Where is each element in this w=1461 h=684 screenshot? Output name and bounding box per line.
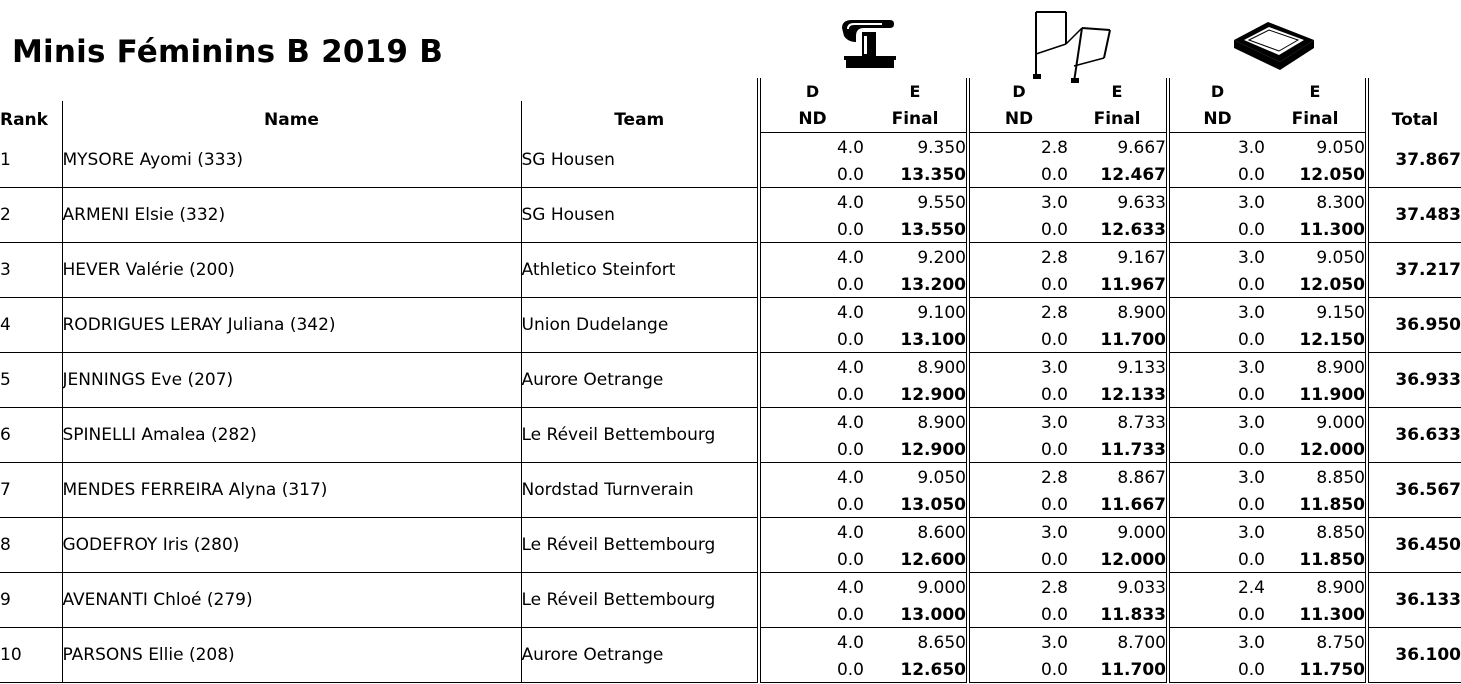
floor-nd-score: 0.0 <box>1168 325 1265 353</box>
bars-nd-score: 0.0 <box>968 215 1068 243</box>
rank-cell: 5 <box>0 353 62 408</box>
vault-nd-score: 0.0 <box>759 215 864 243</box>
bars-final-score: 12.467 <box>1068 160 1168 188</box>
vault-nd-score: 0.0 <box>759 490 864 518</box>
name-header: Name <box>62 101 521 133</box>
vault-d-score: 4.0 <box>759 243 864 271</box>
total-score: 36.133 <box>1367 573 1461 628</box>
floor-d-score: 3.0 <box>1168 133 1265 161</box>
rank-cell: 4 <box>0 298 62 353</box>
floor-nd-score: 0.0 <box>1168 215 1265 243</box>
rank-header: Rank <box>0 109 48 130</box>
floor-final-score: 11.750 <box>1265 655 1367 683</box>
bars-final-score: 11.733 <box>1068 435 1168 463</box>
table-row <box>0 573 1461 601</box>
total-score: 37.483 <box>1367 188 1461 243</box>
floor-e-score: 9.150 <box>1265 298 1367 326</box>
team-name: Le Réveil Bettembourg <box>521 573 759 628</box>
table-row <box>0 188 1461 216</box>
vault-e-score: 9.350 <box>864 133 968 161</box>
team-name: SG Housen <box>521 133 759 188</box>
bars-final-score: 11.700 <box>1068 325 1168 353</box>
floor-final-score: 11.850 <box>1265 545 1367 573</box>
gymnast-name: MENDES FERREIRA Alyna (317) <box>62 463 521 518</box>
bars-e-score: 9.667 <box>1068 133 1168 161</box>
bars-e-score: 8.733 <box>1068 408 1168 436</box>
vault-nd-score: 0.0 <box>759 270 864 298</box>
vault-final-header: Final <box>891 109 939 129</box>
vault-final-score: 13.050 <box>864 490 968 518</box>
floor-nd-score: 0.0 <box>1168 655 1265 683</box>
rank-cell: 10 <box>0 628 62 683</box>
bars-d-score: 3.0 <box>968 353 1068 381</box>
rank-cell: 9 <box>0 573 62 628</box>
vault-final-score: 12.600 <box>864 545 968 573</box>
gymnast-name: JENNINGS Eve (207) <box>62 353 521 408</box>
vault-final-score: 13.350 <box>864 160 968 188</box>
vault-final-score: 13.200 <box>864 270 968 298</box>
vault-final-score: 13.100 <box>864 325 968 353</box>
vault-final-score: 13.550 <box>864 215 968 243</box>
bars-d-score: 3.0 <box>968 518 1068 546</box>
bars-final-score: 12.000 <box>1068 545 1168 573</box>
bars-nd-score: 0.0 <box>968 600 1068 628</box>
floor-nd-score: 0.0 <box>1168 270 1265 298</box>
table-row <box>0 463 1461 491</box>
bars-final-header: Final <box>1093 109 1141 129</box>
bars-nd-score: 0.0 <box>968 270 1068 298</box>
bars-d-score: 2.8 <box>968 573 1068 601</box>
floor-d-score: 3.0 <box>1168 298 1265 326</box>
vault-e-score: 9.200 <box>864 243 968 271</box>
vault-nd-header: ND <box>759 101 864 133</box>
floor-final-score: 12.050 <box>1265 270 1367 298</box>
floor-d-score: 2.4 <box>1168 573 1265 601</box>
floor-e-score: 9.050 <box>1265 133 1367 161</box>
vault-nd-score: 0.0 <box>759 325 864 353</box>
gymnast-name: HEVER Valérie (200) <box>62 243 521 298</box>
vault-nd-score: 0.0 <box>759 545 864 573</box>
vault-e-score: 8.900 <box>864 353 968 381</box>
vault-e-score: 8.900 <box>864 408 968 436</box>
rank-cell: 7 <box>0 463 62 518</box>
bars-nd-score: 0.0 <box>968 160 1068 188</box>
total-score: 36.933 <box>1367 353 1461 408</box>
page-title: Minis Féminins B 2019 B <box>12 34 444 70</box>
vault-final-score: 12.650 <box>864 655 968 683</box>
bars-e-score: 8.700 <box>1068 628 1168 656</box>
bars-nd-score: 0.0 <box>968 490 1068 518</box>
floor-e-header: E <box>1309 82 1321 101</box>
vault-d-score: 4.0 <box>759 518 864 546</box>
table-row <box>0 298 1461 326</box>
bars-final-score: 11.833 <box>1068 600 1168 628</box>
gymnast-name: ARMENI Elsie (332) <box>62 188 521 243</box>
gymnast-name: GODEFROY Iris (280) <box>62 518 521 573</box>
bars-final-score: 11.967 <box>1068 270 1168 298</box>
vault-final-score: 13.000 <box>864 600 968 628</box>
total-score: 37.867 <box>1367 133 1461 188</box>
vault-d-score: 4.0 <box>759 188 864 216</box>
gymnast-name: SPINELLI Amalea (282) <box>62 408 521 463</box>
bars-nd-score: 0.0 <box>968 655 1068 683</box>
team-name: Union Dudelange <box>521 298 759 353</box>
total-score: 37.217 <box>1367 243 1461 298</box>
total-score: 36.100 <box>1367 628 1461 683</box>
vault-icon <box>838 16 898 76</box>
table-row <box>0 243 1461 271</box>
table-row <box>0 628 1461 656</box>
team-header: Team <box>521 101 759 133</box>
vault-e-score: 9.100 <box>864 298 968 326</box>
bars-d-score: 2.8 <box>968 298 1068 326</box>
vault-e-score: 8.600 <box>864 518 968 546</box>
bars-nd-score: 0.0 <box>968 435 1068 463</box>
total-score: 36.633 <box>1367 408 1461 463</box>
total-header: Total <box>1367 101 1461 133</box>
rank-cell: 1 <box>0 133 62 188</box>
vault-final-score: 12.900 <box>864 435 968 463</box>
team-name: Nordstad Turnverain <box>521 463 759 518</box>
floor-final-score: 11.850 <box>1265 490 1367 518</box>
bars-nd-score: 0.0 <box>968 325 1068 353</box>
bars-e-score: 9.133 <box>1068 353 1168 381</box>
floor-nd-score: 0.0 <box>1168 545 1265 573</box>
floor-d-score: 3.0 <box>1168 628 1265 656</box>
bars-e-score: 9.167 <box>1068 243 1168 271</box>
vault-d-score: 4.0 <box>759 298 864 326</box>
bars-d-score: 2.8 <box>968 463 1068 491</box>
floor-e-score: 8.900 <box>1265 353 1367 381</box>
floor-final-score: 12.150 <box>1265 325 1367 353</box>
floor-e-score: 8.850 <box>1265 463 1367 491</box>
bars-nd-score: 0.0 <box>968 545 1068 573</box>
floor-d-score: 3.0 <box>1168 408 1265 436</box>
table-row <box>0 408 1461 436</box>
floor-e-score: 9.000 <box>1265 408 1367 436</box>
bars-d-score: 3.0 <box>968 628 1068 656</box>
floor-final-score: 11.300 <box>1265 215 1367 243</box>
floor-nd-header: ND <box>1168 101 1265 133</box>
floor-final-score: 11.300 <box>1265 600 1367 628</box>
bars-final-score: 11.667 <box>1068 490 1168 518</box>
bars-d-header: D <box>968 78 1068 101</box>
rank-cell: 2 <box>0 188 62 243</box>
floor-nd-score: 0.0 <box>1168 160 1265 188</box>
floor-e-score: 8.900 <box>1265 573 1367 601</box>
team-name: Aurore Oetrange <box>521 353 759 408</box>
team-name: Le Réveil Bettembourg <box>521 408 759 463</box>
bars-d-score: 2.8 <box>968 243 1068 271</box>
floor-e-score: 8.300 <box>1265 188 1367 216</box>
total-score: 36.450 <box>1367 518 1461 573</box>
vault-e-score: 9.050 <box>864 463 968 491</box>
vault-d-header: D <box>759 78 864 101</box>
header-row-columns <box>0 101 1461 133</box>
bars-nd-header: ND <box>968 101 1068 133</box>
floor-mat-icon <box>1228 18 1318 74</box>
vault-d-score: 4.0 <box>759 353 864 381</box>
vault-e-score: 9.000 <box>864 573 968 601</box>
vault-d-score: 4.0 <box>759 408 864 436</box>
vault-nd-score: 0.0 <box>759 380 864 408</box>
bars-final-score: 11.700 <box>1068 655 1168 683</box>
vault-d-score: 4.0 <box>759 133 864 161</box>
floor-nd-score: 0.0 <box>1168 380 1265 408</box>
vault-e-header: E <box>909 82 921 101</box>
uneven-bars-icon <box>1030 8 1120 86</box>
total-score: 36.950 <box>1367 298 1461 353</box>
team-name: Aurore Oetrange <box>521 628 759 683</box>
floor-final-score: 12.000 <box>1265 435 1367 463</box>
gymnast-name: PARSONS Ellie (208) <box>62 628 521 683</box>
floor-nd-score: 0.0 <box>1168 490 1265 518</box>
results-table <box>0 78 1461 683</box>
floor-e-score: 8.750 <box>1265 628 1367 656</box>
vault-d-score: 4.0 <box>759 463 864 491</box>
gymnast-name: MYSORE Ayomi (333) <box>62 133 521 188</box>
floor-nd-score: 0.0 <box>1168 435 1265 463</box>
floor-d-score: 3.0 <box>1168 188 1265 216</box>
vault-d-score: 4.0 <box>759 573 864 601</box>
vault-nd-score: 0.0 <box>759 435 864 463</box>
floor-final-score: 11.900 <box>1265 380 1367 408</box>
vault-nd-score: 0.0 <box>759 160 864 188</box>
table-row <box>0 353 1461 381</box>
vault-e-score: 8.650 <box>864 628 968 656</box>
bars-d-score: 2.8 <box>968 133 1068 161</box>
bars-e-header: E <box>1111 82 1123 101</box>
team-name: SG Housen <box>521 188 759 243</box>
floor-d-score: 3.0 <box>1168 463 1265 491</box>
bars-nd-score: 0.0 <box>968 380 1068 408</box>
vault-final-score: 12.900 <box>864 380 968 408</box>
bars-e-score: 8.867 <box>1068 463 1168 491</box>
vault-nd-score: 0.0 <box>759 655 864 683</box>
header-row-apparatus <box>0 78 1461 101</box>
team-name: Athletico Steinfort <box>521 243 759 298</box>
bars-e-score: 9.633 <box>1068 188 1168 216</box>
bars-final-score: 12.133 <box>1068 380 1168 408</box>
bars-e-score: 9.033 <box>1068 573 1168 601</box>
bars-d-score: 3.0 <box>968 408 1068 436</box>
bars-d-score: 3.0 <box>968 188 1068 216</box>
gymnast-name: AVENANTI Chloé (279) <box>62 573 521 628</box>
vault-nd-score: 0.0 <box>759 600 864 628</box>
bars-final-score: 12.633 <box>1068 215 1168 243</box>
rank-cell: 3 <box>0 243 62 298</box>
floor-d-score: 3.0 <box>1168 243 1265 271</box>
rank-cell: 8 <box>0 518 62 573</box>
floor-final-header: Final <box>1291 109 1339 129</box>
table-row <box>0 133 1461 161</box>
floor-d-score: 3.0 <box>1168 518 1265 546</box>
vault-e-score: 9.550 <box>864 188 968 216</box>
vault-d-score: 4.0 <box>759 628 864 656</box>
gymnast-name: RODRIGUES LERAY Juliana (342) <box>62 298 521 353</box>
floor-d-score: 3.0 <box>1168 353 1265 381</box>
floor-nd-score: 0.0 <box>1168 600 1265 628</box>
floor-e-score: 8.850 <box>1265 518 1367 546</box>
table-row <box>0 518 1461 546</box>
bars-e-score: 9.000 <box>1068 518 1168 546</box>
floor-final-score: 12.050 <box>1265 160 1367 188</box>
team-name: Le Réveil Bettembourg <box>521 518 759 573</box>
bars-e-score: 8.900 <box>1068 298 1168 326</box>
rank-cell: 6 <box>0 408 62 463</box>
floor-d-header: D <box>1168 78 1265 101</box>
floor-e-score: 9.050 <box>1265 243 1367 271</box>
total-score: 36.567 <box>1367 463 1461 518</box>
